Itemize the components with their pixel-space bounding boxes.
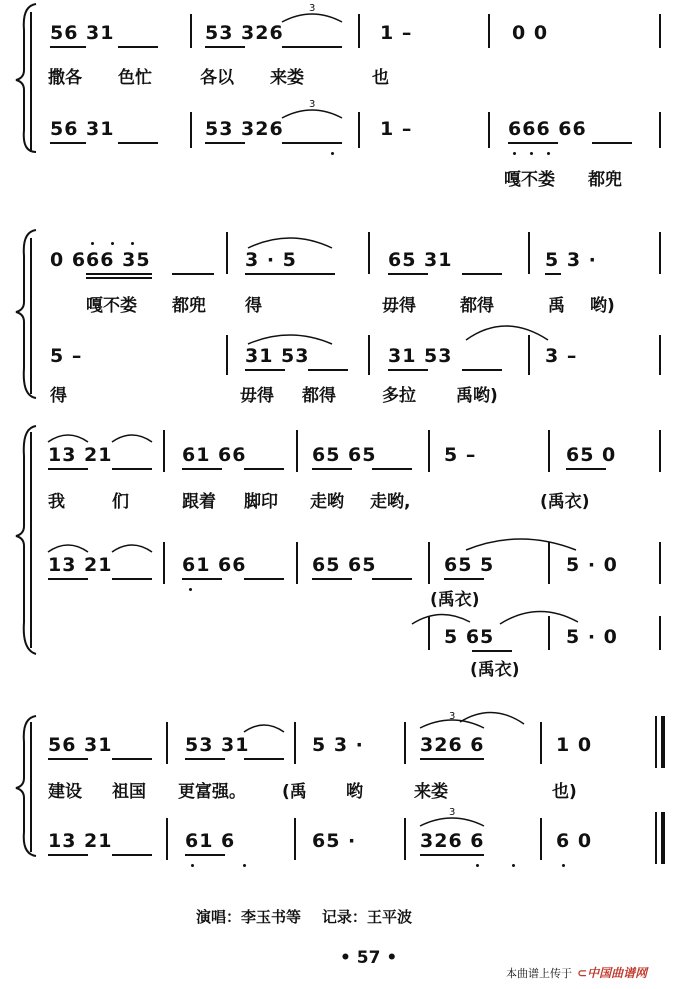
s4-lyric: 来娄 bbox=[414, 782, 448, 802]
s4-lyric: 哟 bbox=[346, 782, 363, 802]
s1-v1-m3: 1 – bbox=[380, 22, 413, 44]
watermark-site: 中国曲谱网 bbox=[587, 966, 648, 980]
s1-lyric: 色忙 bbox=[118, 68, 152, 88]
s2-lyric: 哟) bbox=[590, 296, 615, 316]
s2-v1-m1: 0 666 35 bbox=[50, 249, 151, 271]
watermark-text: 本曲谱上传于 bbox=[506, 967, 572, 980]
s3-v1-m2: 61 66 bbox=[182, 444, 247, 466]
s1-v2-m1: 56 31 bbox=[50, 118, 115, 140]
triplet-mark: 3 bbox=[449, 807, 456, 818]
s2-v2-m1: 5 – bbox=[50, 345, 83, 367]
s3-v2-m5: 5 · 0 bbox=[566, 554, 618, 576]
s2-lyric2: 都得 bbox=[302, 386, 336, 406]
s2-lyric2: 得 bbox=[50, 386, 67, 406]
s1-v1-m2: 53 326 bbox=[205, 22, 284, 44]
singer: 李玉书等 bbox=[241, 908, 302, 926]
s4-v1-m1: 56 31 bbox=[48, 734, 113, 756]
s3-lyric2: (禹衣) bbox=[430, 590, 480, 610]
s3-v2-m4: 65 5 bbox=[444, 554, 495, 576]
s3-v1-m1: 13 21 bbox=[48, 444, 113, 466]
s3-lyric: 跟着 bbox=[182, 492, 216, 512]
s1-v1-m1: 56 31 bbox=[50, 22, 115, 44]
s2-lyric: 都兜 bbox=[172, 296, 206, 316]
s3-v1-m4: 5 – bbox=[444, 444, 477, 466]
s3-lyric: 走哟 bbox=[310, 492, 344, 512]
s3-lyric: 们 bbox=[112, 492, 129, 512]
s3-v2-m3: 65 65 bbox=[312, 554, 377, 576]
s3-v2-m1: 13 21 bbox=[48, 554, 113, 576]
s2-lyric: 嘎不娄 bbox=[86, 296, 137, 316]
s2-v2-m4: 3 – bbox=[545, 345, 578, 367]
s2-v2-m3: 31 53 bbox=[388, 345, 453, 367]
s1-v2-m2: 53 326 bbox=[205, 118, 284, 140]
s4-v1-m4: 326 6 bbox=[420, 734, 485, 756]
s3-lyric: 脚印 bbox=[244, 492, 278, 512]
s2-lyric2: 毋得 bbox=[240, 386, 274, 406]
s1-v1-m4: 0 0 bbox=[512, 22, 549, 44]
triplet-mark: 3 bbox=[309, 99, 316, 110]
s2-lyric2: 禹哟) bbox=[456, 386, 498, 406]
s2-lyric2: 多拉 bbox=[382, 386, 416, 406]
s3-v1-m5: 65 0 bbox=[566, 444, 617, 466]
recorder-label: 记录： bbox=[321, 908, 367, 926]
s2-lyric: 毋得 bbox=[382, 296, 416, 316]
recorder: 王平波 bbox=[366, 908, 412, 926]
credits bbox=[196, 910, 412, 925]
s4-v2-m5: 6 0 bbox=[556, 830, 593, 852]
s3-v1-m3: 65 65 bbox=[312, 444, 377, 466]
s3-lyric: 走哟, bbox=[370, 492, 411, 512]
s1-lyric2: 嘎不娄 bbox=[504, 170, 555, 190]
s1-lyric: 来娄 bbox=[270, 68, 304, 88]
s2-lyric: 都得 bbox=[460, 296, 494, 316]
s4-v2-m2: 61 6 bbox=[185, 830, 236, 852]
triplet-mark: 3 bbox=[309, 3, 316, 14]
page-number: • 57 • bbox=[340, 948, 398, 968]
watermark-logo: ⊂中国曲谱网 bbox=[577, 966, 648, 980]
s1-lyric: 各以 bbox=[200, 68, 234, 88]
s1-v2-m3: 1 – bbox=[380, 118, 413, 140]
s2-lyric: 得 bbox=[245, 296, 262, 316]
s4-v1-m2: 53 31 bbox=[185, 734, 250, 756]
s2-lyric: 禹 bbox=[548, 296, 565, 316]
triplet-mark: 3 bbox=[449, 711, 456, 722]
s1-lyric: 撒各 bbox=[48, 68, 82, 88]
s2-v2-m2: 31 53 bbox=[245, 345, 310, 367]
singer-label: 演唱： bbox=[196, 908, 242, 926]
s2-v1-m2: 3 · 5 bbox=[245, 249, 297, 271]
s4-v2-m1: 13 21 bbox=[48, 830, 113, 852]
s4-v2-m3: 65 · bbox=[312, 830, 357, 852]
s3-v3-m2: 5 · 0 bbox=[566, 626, 618, 648]
s4-lyric: 更富强。 bbox=[178, 782, 246, 802]
s4-v1-m3: 5 3 · bbox=[312, 734, 364, 756]
s1-lyric: 也 bbox=[372, 68, 389, 88]
s3-lyric3: (禹衣) bbox=[470, 660, 520, 680]
s4-v1-m5: 1 0 bbox=[556, 734, 593, 756]
s2-v1-m4: 5 3 · bbox=[545, 249, 597, 271]
s4-lyric: 祖国 bbox=[112, 782, 146, 802]
s3-lyric: (禹衣) bbox=[540, 492, 590, 512]
s4-lyric: 也) bbox=[552, 782, 577, 802]
s3-lyric: 我 bbox=[48, 492, 65, 512]
s3-v2-m2: 61 66 bbox=[182, 554, 247, 576]
s1-lyric2: 都兜 bbox=[588, 170, 622, 190]
s4-v2-m4: 326 6 bbox=[420, 830, 485, 852]
s4-lyric: 建设 bbox=[48, 782, 82, 802]
s1-v2-m4: 666 66 bbox=[508, 118, 587, 140]
s3-v3-m1: 5 65 bbox=[444, 626, 495, 648]
s2-v1-m3: 65 31 bbox=[388, 249, 453, 271]
s4-lyric: (禹 bbox=[282, 782, 307, 802]
watermark bbox=[506, 964, 647, 980]
